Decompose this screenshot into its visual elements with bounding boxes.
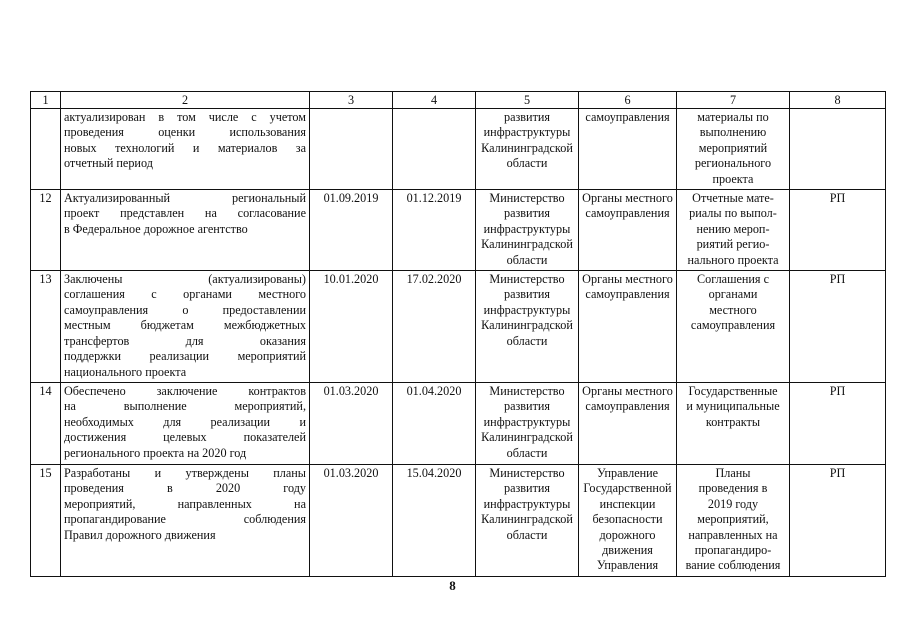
task-description bbox=[61, 382, 310, 464]
task-description-line: Обеспечено заключение контрактов bbox=[64, 383, 306, 398]
task-description-line: достижения целевых показателей bbox=[64, 430, 306, 445]
participants bbox=[579, 464, 677, 576]
result-document-line: выполнению bbox=[699, 125, 767, 140]
result-document-line: мероприятий, bbox=[697, 512, 769, 527]
responsible-executor-line: развития bbox=[503, 481, 551, 496]
row-number: 13 bbox=[31, 271, 61, 383]
task-description-line: отчетный период bbox=[64, 156, 153, 171]
responsible-executor-line: Калининградской bbox=[481, 430, 573, 445]
control-level: РП bbox=[790, 271, 886, 383]
task-description-line: поддержки реализации мероприятий bbox=[64, 349, 306, 364]
result-document-line: направленных на bbox=[688, 527, 778, 542]
end-date: 17.02.2020 bbox=[393, 271, 476, 383]
result-document bbox=[677, 464, 790, 576]
start-date: 01.03.2020 bbox=[310, 464, 393, 576]
page-number: 8 bbox=[449, 578, 456, 593]
task-description-line: проект представлен на согласование bbox=[64, 206, 306, 221]
result-document bbox=[677, 109, 790, 190]
result-document-line: Соглашения с bbox=[697, 272, 769, 287]
task-description-line: Разработаны и утверждены планы bbox=[64, 465, 306, 480]
responsible-executor-line: Министерство bbox=[489, 465, 565, 480]
responsible-executor-line: инфраструктуры bbox=[483, 221, 571, 236]
table-row bbox=[31, 464, 886, 576]
responsible-executor bbox=[476, 109, 579, 190]
result-document-line: нального проекта bbox=[687, 252, 779, 267]
responsible-executor-line: Калининградской bbox=[481, 140, 573, 155]
result-document bbox=[677, 190, 790, 271]
participants-line: Управления bbox=[596, 558, 659, 573]
responsible-executor-line: инфраструктуры bbox=[483, 125, 571, 140]
participants-line: самоуправления bbox=[585, 399, 670, 414]
control-level: РП bbox=[790, 464, 886, 576]
task-description bbox=[61, 464, 310, 576]
column-number: 5 bbox=[476, 92, 579, 109]
result-document-line: риалы по выпол- bbox=[689, 206, 777, 221]
row-number: 14 bbox=[31, 382, 61, 464]
result-document-line: проведения в bbox=[698, 481, 768, 496]
table-row bbox=[31, 382, 886, 464]
task-description-line: трансфертов для оказания bbox=[64, 333, 306, 348]
responsible-executor-line: инфраструктуры bbox=[483, 414, 571, 429]
responsible-executor-line: области bbox=[506, 156, 548, 171]
participants-line: Органы местного bbox=[582, 383, 673, 398]
participants bbox=[579, 109, 677, 190]
end-date: 01.12.2019 bbox=[393, 190, 476, 271]
participants-line: Органы местного bbox=[582, 272, 673, 287]
result-document-line: органами bbox=[708, 287, 758, 302]
result-document-line: риятий регио- bbox=[696, 237, 770, 252]
column-number-row bbox=[31, 92, 886, 109]
result-document-line: контракты bbox=[705, 414, 761, 429]
responsible-executor-line: Калининградской bbox=[481, 237, 573, 252]
result-document-line: вание соблюдения bbox=[685, 558, 781, 573]
task-description-line: Заключены (актуализированы) bbox=[64, 272, 306, 287]
result-document-line: материалы по bbox=[697, 110, 769, 124]
responsible-executor-line: Министерство bbox=[489, 272, 565, 287]
task-description-line: мероприятий, направленных на bbox=[64, 496, 306, 511]
responsible-executor-line: развития bbox=[503, 110, 551, 124]
end-date: 15.04.2020 bbox=[393, 464, 476, 576]
participants-line: Государственной bbox=[583, 481, 672, 496]
start-date: 10.01.2020 bbox=[310, 271, 393, 383]
responsible-executor bbox=[476, 271, 579, 383]
result-document-line: пропагандиро- bbox=[694, 542, 772, 557]
task-description-line: местным бюджетам межбюджетных bbox=[64, 318, 306, 333]
participants-line: самоуправления bbox=[585, 206, 670, 221]
responsible-executor-line: Калининградской bbox=[481, 512, 573, 527]
participants bbox=[579, 271, 677, 383]
responsible-executor-line: инфраструктуры bbox=[483, 496, 571, 511]
column-number: 8 bbox=[790, 92, 886, 109]
table-row bbox=[31, 109, 886, 190]
row-number: 15 bbox=[31, 464, 61, 576]
responsible-executor-line: развития bbox=[503, 399, 551, 414]
responsible-executor-line: Министерство bbox=[489, 191, 565, 206]
column-number: 7 bbox=[677, 92, 790, 109]
result-document-line: местного bbox=[709, 302, 757, 317]
control-level: РП bbox=[790, 190, 886, 271]
responsible-executor-line: Калининградской bbox=[481, 318, 573, 333]
row-number: 12 bbox=[31, 190, 61, 271]
task-description-line: актуализирован в том числе с учетом bbox=[64, 110, 306, 124]
column-number: 6 bbox=[579, 92, 677, 109]
result-document bbox=[677, 271, 790, 383]
task-description-line: новых технологий и материалов за bbox=[64, 140, 306, 155]
responsible-executor-line: развития bbox=[503, 206, 551, 221]
task-description-line: на выполнение мероприятий, bbox=[64, 399, 306, 414]
row-number bbox=[31, 109, 61, 190]
responsible-executor bbox=[476, 382, 579, 464]
responsible-executor-line: области bbox=[506, 333, 548, 348]
result-document-line: самоуправления bbox=[690, 318, 776, 333]
control-level: РП bbox=[790, 382, 886, 464]
responsible-executor-line: инфраструктуры bbox=[483, 302, 571, 317]
task-description bbox=[61, 190, 310, 271]
result-document-line: регионального bbox=[694, 156, 772, 171]
end-date: 01.04.2020 bbox=[393, 382, 476, 464]
column-number: 1 bbox=[31, 92, 61, 109]
responsible-executor bbox=[476, 190, 579, 271]
task-description bbox=[61, 271, 310, 383]
result-document-line: Отчетные мате- bbox=[692, 191, 774, 206]
result-document-line: нению мероп- bbox=[696, 221, 770, 236]
participants-line: дорожного bbox=[599, 527, 656, 542]
result-document-line: 2019 году bbox=[707, 496, 759, 511]
start-date: 01.09.2019 bbox=[310, 190, 393, 271]
participants-line: безопасности bbox=[592, 512, 663, 527]
column-number: 2 bbox=[61, 92, 310, 109]
task-description-line: национального проекта bbox=[64, 364, 187, 379]
responsible-executor-line: Министерство bbox=[489, 383, 565, 398]
table-row bbox=[31, 271, 886, 383]
responsible-executor bbox=[476, 464, 579, 576]
participants-line: движения bbox=[602, 542, 653, 557]
task-description-line: Правил дорожного движения bbox=[64, 527, 216, 542]
task-description-line: пропагандирование соблюдения bbox=[64, 512, 306, 527]
end-date bbox=[393, 109, 476, 190]
participants-line: Управление bbox=[596, 465, 659, 480]
task-description-line: необходимых для реализации и bbox=[64, 414, 306, 429]
task-description-line: самоуправления о предоставлении bbox=[64, 302, 306, 317]
start-date: 01.03.2020 bbox=[310, 382, 393, 464]
task-description-line: регионального проекта на 2020 год bbox=[64, 445, 247, 460]
task-description bbox=[61, 109, 310, 190]
project-plan-table bbox=[30, 91, 886, 577]
responsible-executor-line: области bbox=[506, 252, 548, 267]
result-document-line: мероприятий bbox=[698, 140, 768, 155]
start-date bbox=[310, 109, 393, 190]
responsible-executor-line: области bbox=[506, 445, 548, 460]
task-description-line: в Федеральное дорожное агентство bbox=[64, 221, 248, 236]
responsible-executor-line: развития bbox=[503, 287, 551, 302]
responsible-executor-line: области bbox=[506, 527, 548, 542]
task-description-line: соглашения с органами местного bbox=[64, 287, 306, 302]
result-document-line: проекта bbox=[712, 171, 754, 186]
result-document-line: и муниципальные bbox=[686, 399, 780, 414]
result-document-line: Планы bbox=[715, 465, 751, 480]
column-number: 4 bbox=[393, 92, 476, 109]
result-document-line: Государственные bbox=[688, 383, 778, 398]
participants-line: инспекции bbox=[599, 496, 656, 511]
column-number: 3 bbox=[310, 92, 393, 109]
task-description-line: проведения оценки использования bbox=[64, 125, 306, 140]
participants-line: Органы местного bbox=[582, 191, 673, 206]
participants-line: самоуправления bbox=[585, 287, 670, 302]
task-description-line: Актуализированный региональный bbox=[64, 191, 306, 206]
result-document bbox=[677, 382, 790, 464]
participants bbox=[579, 382, 677, 464]
table-row bbox=[31, 190, 886, 271]
control-level bbox=[790, 109, 886, 190]
task-description-line: проведения в 2020 году bbox=[64, 481, 306, 496]
participants-line: самоуправления bbox=[585, 110, 670, 124]
participants bbox=[579, 190, 677, 271]
